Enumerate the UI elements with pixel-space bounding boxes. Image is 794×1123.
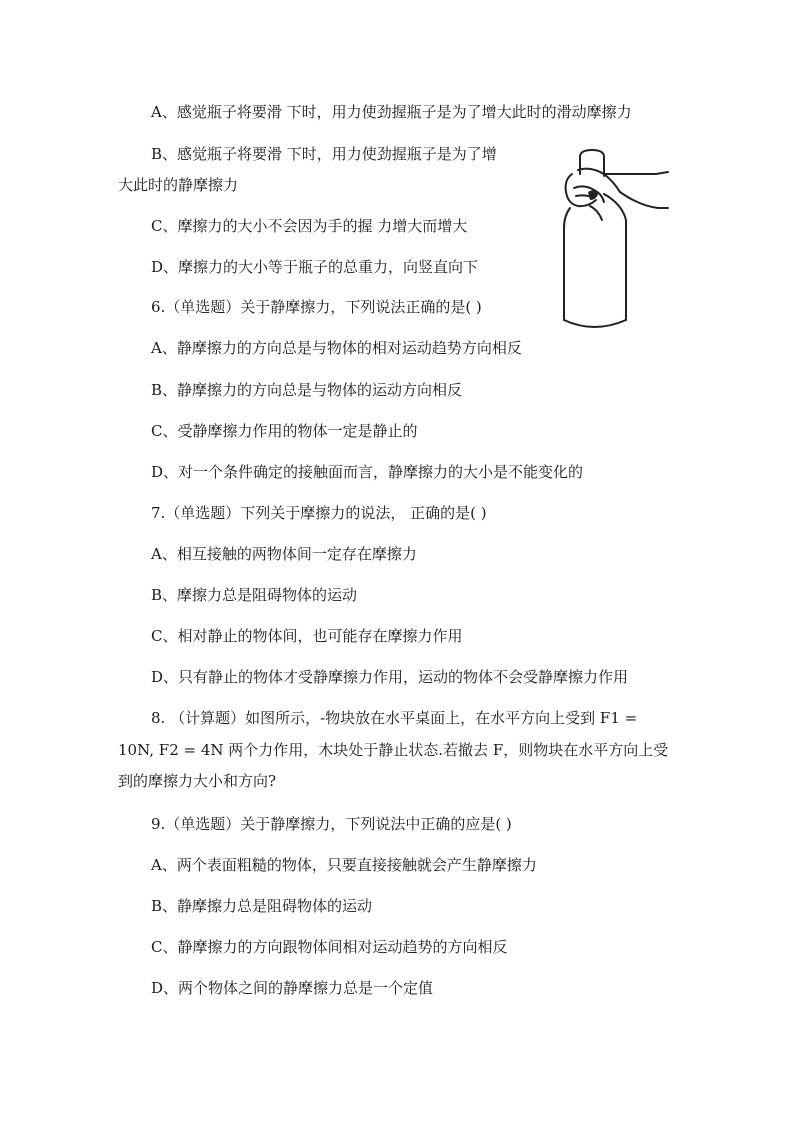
q7-option-d: D、只有静止的物体才受静摩擦力作用，运动的物体不会受静摩擦力作用 bbox=[151, 668, 629, 686]
q8-line3: 到的摩擦力大小和方向? bbox=[118, 772, 277, 790]
q5-option-d: D、摩擦力的大小等于瓶子的总重力，向竖直向下 bbox=[151, 258, 479, 276]
q9-option-b: B、静摩擦力总是阻碍物体的运动 bbox=[151, 897, 373, 915]
q6-option-a: A、静摩擦力的方向总是与物体的相对运动趋势方向相反 bbox=[151, 339, 522, 357]
q9-option-c: C、静摩擦力的方向跟物体间相对运动趋势的方向相反 bbox=[151, 938, 508, 956]
q7-option-a: A、相互接触的两物体间一定存在摩擦力 bbox=[151, 545, 417, 563]
q6-option-c: C、受静摩擦力作用的物体一定是静止的 bbox=[151, 422, 418, 440]
q9-option-d: D、两个物体之间的静摩擦力总是一个定值 bbox=[151, 979, 434, 997]
q8-line2: 10N, F2 = 4N 两个力作用，木块处于静止状态.若撤去 F，则物块在水平方向上受 bbox=[118, 741, 669, 759]
q7-stem: 7.（单选题）下列关于摩擦力的说法， 正确的是( ) bbox=[151, 504, 487, 522]
q9-option-a: A、两个表面粗糙的物体，只要直接接触就会产生静摩擦力 bbox=[151, 856, 537, 874]
q9-stem: 9.（单选题）关于静摩擦力，下列说法中正确的应是( ) bbox=[151, 815, 512, 833]
q5-option-a: A、感觉瓶子将要滑 下时，用力使劲握瓶子是为了增大此时的滑动摩擦力 bbox=[151, 103, 632, 121]
q8-line1: 8. （计算题）如图所示，-物块放在水平桌面上，在水平方向上受到 F1 = bbox=[151, 709, 638, 727]
q6-option-d: D、对一个条件确定的接触面而言，静摩擦力的大小是不能变化的 bbox=[151, 463, 584, 481]
q5-option-c: C、摩擦力的大小不会因为手的握 力增大而增大 bbox=[151, 217, 468, 235]
q6-option-b: B、静摩擦力的方向总是与物体的运动方向相反 bbox=[151, 381, 463, 399]
q5-option-b-line1: B、感觉瓶子将要滑 下时，用力使劲握瓶子是为了增 bbox=[151, 145, 497, 163]
q5-option-b-line2: 大此时的静摩擦力 bbox=[118, 176, 239, 194]
q7-option-c: C、相对静止的物体间，也可能存在摩擦力作用 bbox=[151, 627, 463, 645]
q7-option-b: B、摩擦力总是阻碍物体的运动 bbox=[151, 586, 358, 604]
hand-holding-bottle-illustration bbox=[544, 144, 674, 334]
q6-stem: 6.（单选题）关于静摩擦力，下列说法正确的是( ) bbox=[151, 298, 482, 316]
